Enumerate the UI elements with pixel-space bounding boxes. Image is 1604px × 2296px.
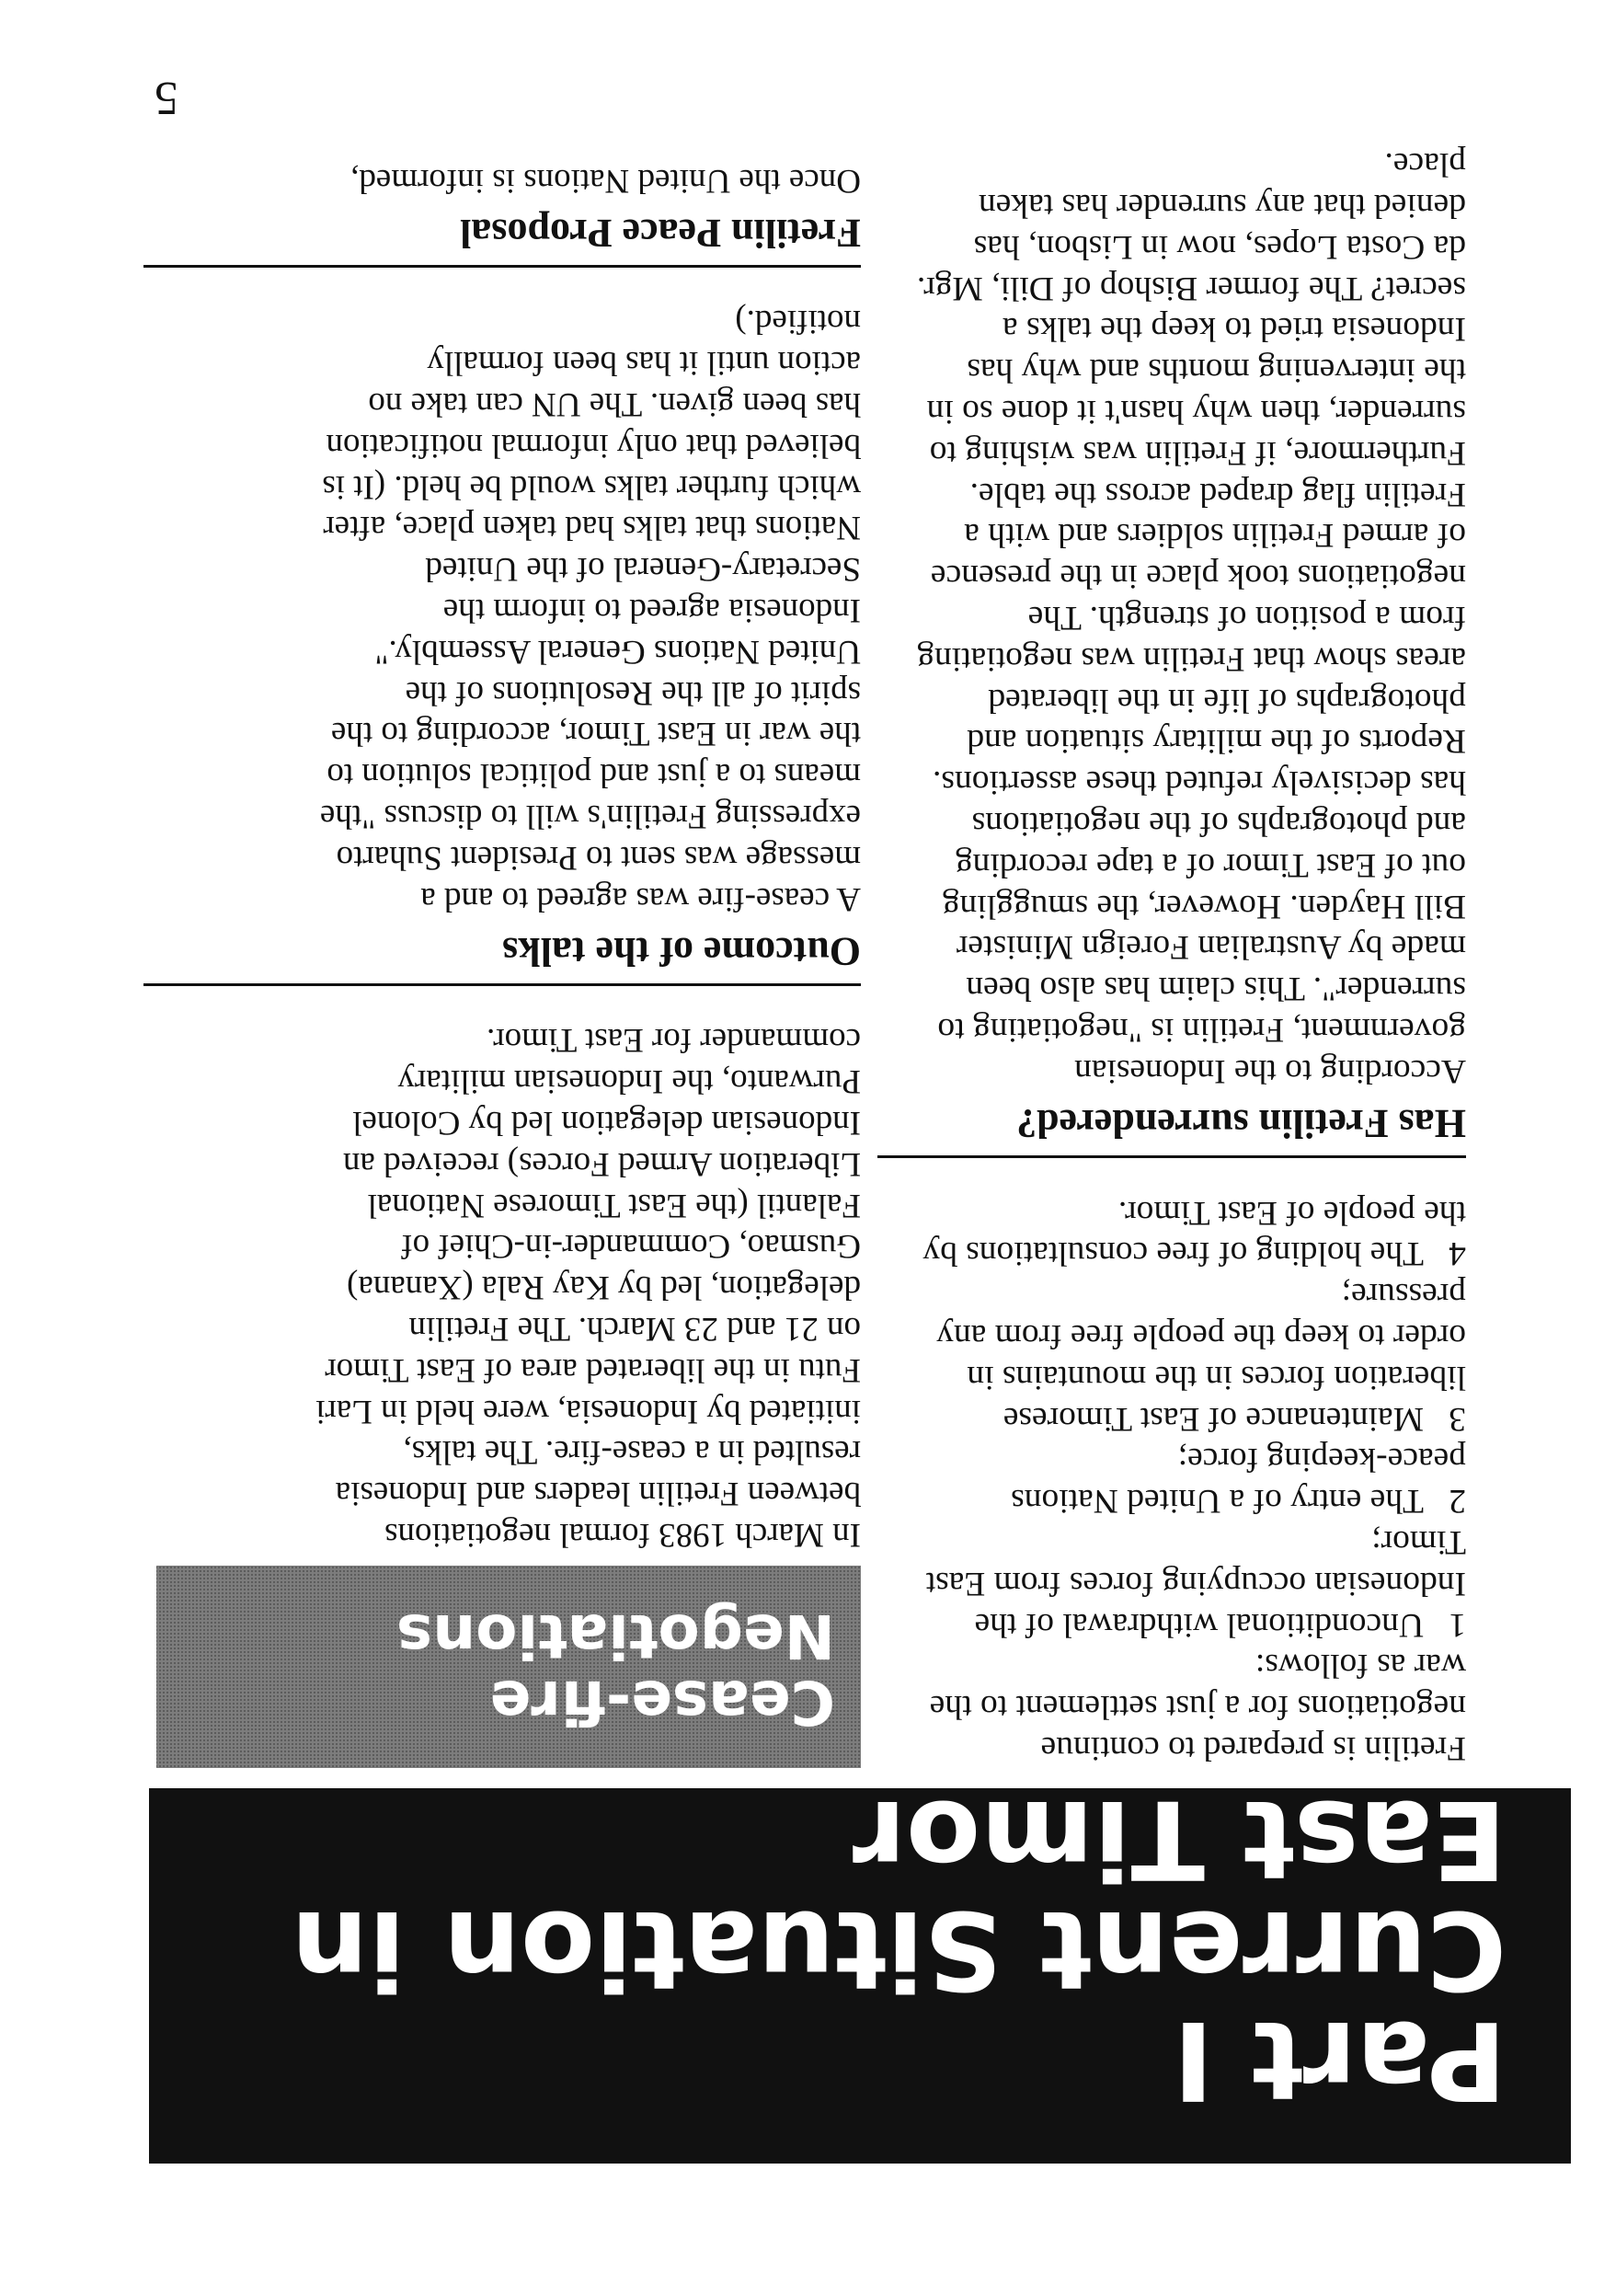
section-title-line: Negotiations [395,1601,835,1671]
text-line: Fretilin flag draped across the table. [969,475,1466,513]
text-line: the people of East Timor. [1117,1193,1466,1232]
text-line: commander for East Timor. [487,1021,861,1060]
text-line: liberation forces in the mountains in [967,1358,1466,1396]
text-line: da Costa Lopes, now in Lisbon, has [973,227,1466,266]
text-line: peace-keeping force; [1177,1441,1466,1479]
column-2 [877,144,1466,1768]
text-line: negotiations took place in the presence [930,557,1466,596]
text-line: Secretary-General of the United [425,550,861,589]
text-line: believed that only informal notification [326,426,861,465]
text-line: The holding of free consultations by [922,1234,1424,1273]
section-heading: Has Fretilin surrendered? [877,1100,1466,1158]
text-line: Indonesian occupying forces from East [925,1564,1466,1602]
text-line: order to keep the people free from any [936,1317,1466,1356]
text-line: resulted in a cease-fire. The talks, [403,1433,861,1472]
text-line: Maintenance of East Timorese [1002,1399,1424,1438]
text-line: Bill Hayden. However, the smuggling [942,887,1466,925]
text-line: from a position of strength. The [1027,599,1466,637]
text-line: Nations that talks had taken place, after [323,509,861,547]
text-line: between Fretilin leaders and Indonesia [335,1475,861,1513]
text-line: The entry of a United Nations [1011,1482,1424,1521]
text-line: war as follows: [1255,1647,1466,1685]
banner-line: Current Situation in [291,1887,1507,2014]
text-line: initiated by Indonesia, were held in Lari [315,1392,861,1430]
text-line: Reports of the military situation and [967,722,1466,761]
text-line: action until it has been formally [427,344,861,383]
section-heading: Fretilin Peace Proposal [143,210,861,268]
column-1 [143,159,861,1555]
text-line: Indonesia tried to keep the talks a [1002,310,1466,349]
text-line: and photographs of the negotiations [971,805,1466,844]
numbered-item [877,1439,1466,1521]
outcome-paragraph [143,301,861,919]
text-line: place. [1384,145,1466,184]
section-heading: Outcome of the talks [143,928,861,986]
text-line: expressing Fretilin's will to discuss "the [319,798,861,836]
text-line: areas show that Fretilin was negotiating [917,639,1466,678]
text-line: Timor; [1371,1523,1466,1562]
surrender-paragraph [877,144,1466,1091]
text-line: the intervening months and why has [967,351,1466,390]
text-line: Purwanto, the Indonesian military [397,1062,861,1101]
text-line: Unconditional withdrawal of the [974,1605,1424,1644]
col2-intro [877,1645,1466,1768]
text-line: the war in East Timor, according to the [330,715,861,753]
text-line: negotiations for a just settlement to the [929,1688,1466,1727]
section-title-line: Cease-fire [489,1667,835,1738]
text-line: notified.) [735,303,861,341]
text-line: Liberation Armed Forces) received an [343,1144,861,1183]
item-number: 4 [1449,1234,1466,1273]
text-line: United Nations General Assembly." [374,632,861,671]
text-line: delegation, led by Kay Rala (Xanana) [347,1269,861,1307]
text-line: Futu in the liberated area of East Timor [325,1350,861,1389]
text-line: photographs of life in the liberated [988,681,1466,719]
text-line: In March 1983 formal negotiations [384,1516,861,1554]
text-line: which further talks would be held. (It is [322,467,861,506]
numbered-item [877,1191,1466,1274]
text-line: of armed Fretilin soldiers and with a [964,516,1466,555]
numbered-item [877,1273,1466,1438]
text-line: has decisively refuted these assertions. [932,763,1466,802]
banner-line: Part I [1173,1997,1507,2124]
section-title-box [156,1566,861,1768]
part-title-banner [149,1776,1571,2164]
text-line: government, Fretilin is "negotiating to [937,1011,1466,1050]
banner-line: East Timor [852,1776,1507,1903]
text-line: means to a just and political solution to [327,756,861,795]
text-line: denied that any surrender has taken [979,187,1466,225]
page-number: 5 [155,72,178,124]
text-line: Furthermore, if Fretilin was wishing to [929,433,1466,472]
text-line: A cease-fire was agreed to and a [420,879,861,918]
text-line: According to the Indonesian [1074,1051,1466,1090]
text-line: Indonesia agreed to inform the [442,591,861,630]
proposal-paragraph [143,159,861,201]
item-number: 1 [1449,1605,1466,1644]
text-line: pressure; [1341,1276,1466,1314]
text-line: surrender, then why hasn't it done so in [926,393,1466,431]
intro-paragraph [143,1019,861,1555]
text-line: made by Australian Foreign Minister [956,928,1466,967]
text-line: spirit of all the Resolutions of the [405,673,861,712]
text-line: out of East Timor of a tape recording [955,845,1466,884]
text-line: Gusmao, Commander-in-Chief of [401,1227,861,1266]
text-line: Indonesian delegation led by Colonel [352,1104,861,1142]
text-line: has been given. The UN can take no [368,385,861,424]
text-line: Once the United Nations is informed, [350,161,861,200]
text-line: Fretilin is prepared to continue [1040,1729,1466,1767]
item-number: 3 [1449,1399,1466,1438]
text-line: message was sent to President Suharto [336,838,861,877]
text-line: on 21 and 23 March. The Fretilin [408,1310,861,1349]
text-line: Falantil (the East Timorese National [367,1186,861,1224]
text-line: secret? The former Bishop of Dili, Mgr. [916,269,1466,307]
item-number: 2 [1449,1482,1466,1521]
numbered-item [877,1521,1466,1644]
text-line: surrender". This claim has also been [966,970,1466,1008]
